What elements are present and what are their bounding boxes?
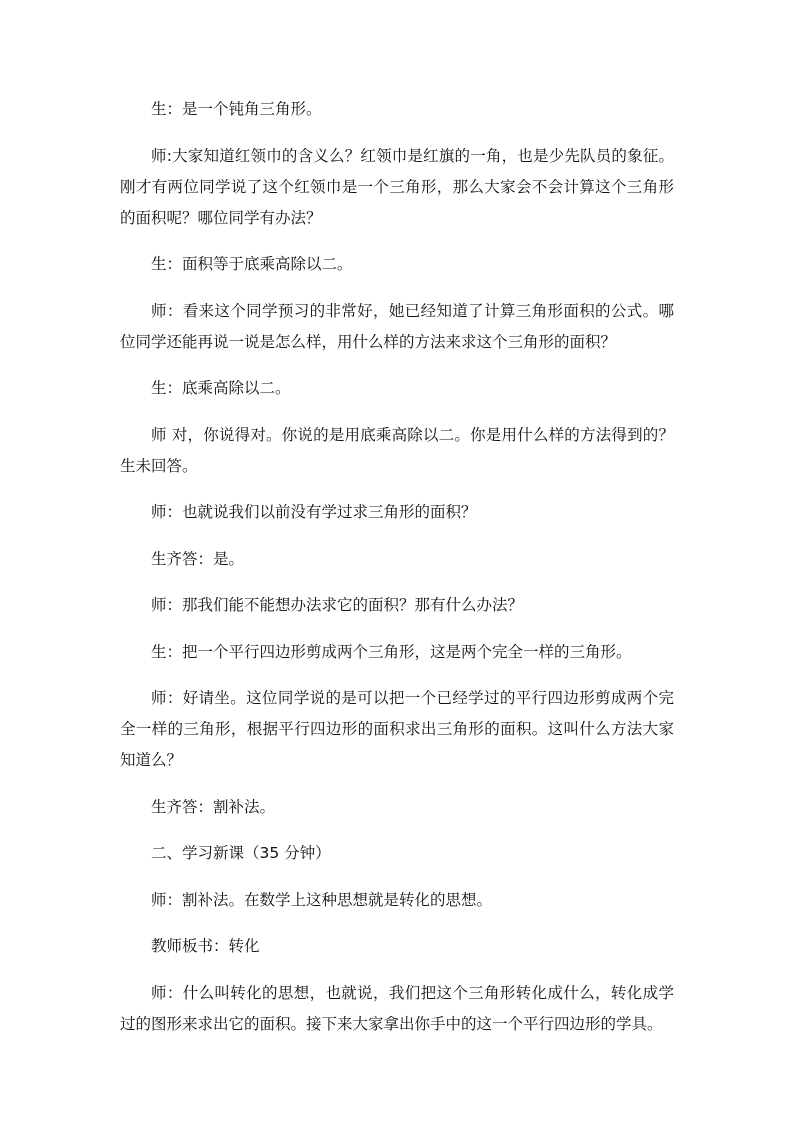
- paragraph: 师:大家知道红领巾的含义么？红领巾是红旗的一角，也是少先队员的象征。刚才有两位同学说了这个红领巾是一个三角形，那么大家会不会计算这个三角形的面积呢？哪位同学有办法？: [120, 146, 674, 227]
- paragraph: 生：把一个平行四边形剪成两个三角形，这是两个完全一样的三角形。: [151, 642, 632, 661]
- paragraph: 师：也就说我们以前没有学过求三角形的面积？: [151, 503, 477, 521]
- section-heading: 二、学习新课（35 分钟）: [151, 844, 331, 862]
- paragraph: 师：看来这个同学预习的非常好，她已经知道了计算三角形面积的公式。哪位同学还能再说一说是怎么样，用什么样的方法来求这个三角形的面积？: [120, 301, 674, 351]
- paragraph: 师：那我们能不能想办法求它的面积？那有什么办法？: [151, 596, 524, 614]
- paragraph: 师：割补法。在数学上这种思想就是转化的思想。: [151, 890, 493, 909]
- paragraph: 师：好请坐。这位同学说的是可以把一个已经学过的平行四边形剪成两个完全一样的三角形，根据平行四边形的面积求出三角形的面积。这叫什么方法大家知道么？: [120, 689, 674, 769]
- paragraph: 师：什么叫转化的思想，也就说，我们把这个三角形转化成什么，转化成学过的图形来求出它的面积。接下来大家拿出你手中的这一个平行四边形的学具。: [120, 983, 674, 1033]
- paragraph: 生齐答：割补法。: [151, 797, 276, 816]
- paragraph: 师 对，你说得对。你说的是用底乘高除以二。你是用什么样的方法得到的？生未回答。: [120, 425, 674, 475]
- paragraph: 生：面积等于底乘高除以二。: [151, 255, 353, 273]
- document-body: [120, 94, 674, 1055]
- paragraph: 生：是一个钝角三角形。: [151, 100, 322, 118]
- paragraph: 生齐答：是。: [151, 549, 245, 568]
- paragraph: 生：底乘高除以二。: [151, 379, 291, 397]
- paragraph: 教师板书：转化: [151, 937, 260, 955]
